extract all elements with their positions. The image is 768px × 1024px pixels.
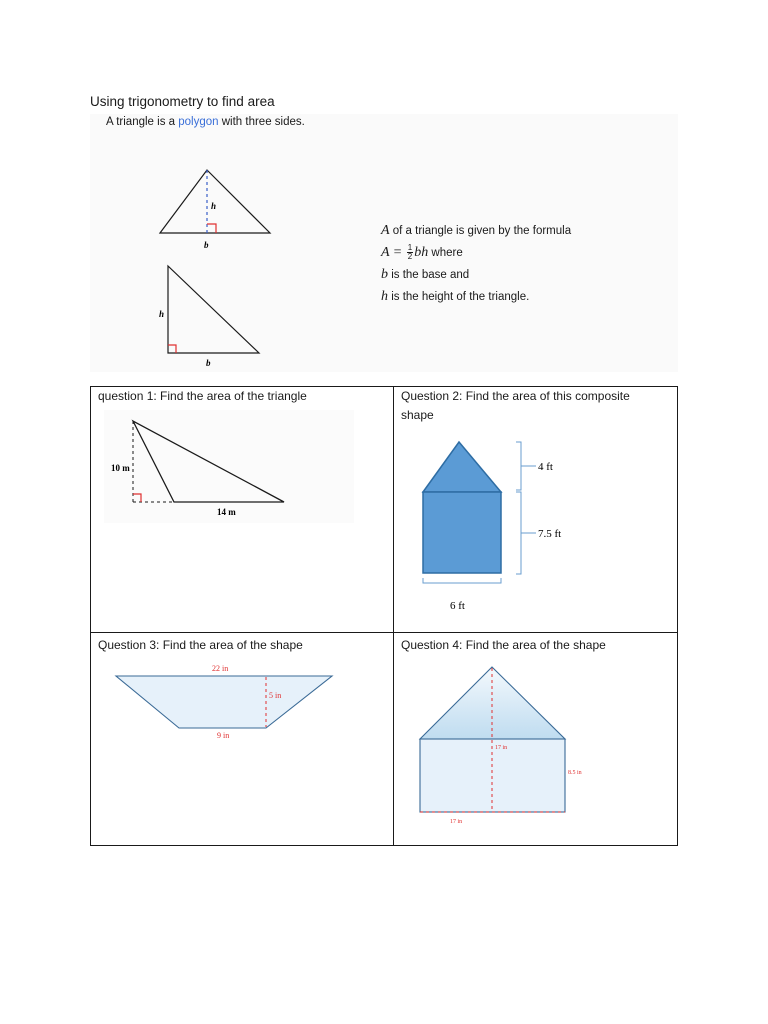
one-half-fraction: $\frac{1}{2}$ (407, 243, 413, 262)
formula-line-2: A = $\frac{1}{2}$ bh where (381, 243, 463, 262)
question-2-label: Question 2: Find the area of this composite shape (401, 389, 630, 422)
table-divider-vertical (393, 386, 394, 846)
intro-text-after: with three sides. (218, 116, 305, 128)
formula-line-4: h is the height of the triangle. (381, 289, 530, 304)
triangle2-base-label: b (206, 358, 211, 368)
triangle1-base-label: b (204, 240, 209, 250)
right-angle-marker (207, 224, 216, 233)
question-2-figure (415, 430, 605, 615)
base-bracket (423, 578, 501, 583)
trapezoid (116, 676, 332, 728)
q3-height-label: 5 in (269, 691, 282, 700)
formula-line-1: A of a triangle is given by the formula (381, 223, 572, 238)
right-triangle (168, 266, 259, 353)
question-1-label: question 1: Find the area of the triangle (98, 389, 307, 403)
side-bracket (516, 492, 521, 574)
q2-base-label: 6 ft (450, 600, 465, 612)
q3-top-label: 22 in (212, 664, 229, 673)
question-1-figure (104, 410, 356, 525)
polygon-link[interactable]: polygon (178, 116, 219, 128)
q2-top-label: 4 ft (538, 461, 553, 473)
question-3-figure (110, 660, 382, 745)
q3-bottom-label: 9 in (217, 731, 230, 740)
triangle2-height-label: h (159, 309, 165, 319)
page-title: Using trigonometry to find area (90, 94, 275, 109)
top-bracket (516, 442, 521, 490)
intro-text (106, 116, 305, 128)
q4-height-label: 17 in (495, 745, 508, 751)
q4-side-label: 8.5 in (568, 770, 582, 776)
q1-height-label: 10 m (111, 463, 130, 473)
formula-line-3: b is the base and (381, 267, 470, 282)
triangle-roof (423, 442, 501, 492)
question-4-label: Question 4: Find the area of the shape (401, 638, 606, 652)
table-divider-horizontal (90, 632, 678, 633)
intro-text-before: A triangle is a (106, 116, 179, 128)
right-angle-marker-2 (168, 345, 176, 353)
intro-triangles-figure (150, 160, 280, 370)
q4-base-label: 17 in (450, 819, 463, 825)
question-4-figure (412, 662, 632, 830)
q1-base-label: 14 m (217, 507, 236, 517)
q2-side-label: 7.5 ft (538, 528, 562, 540)
question-3-label: Question 3: Find the area of the shape (98, 638, 303, 652)
area-formula (381, 220, 571, 308)
rectangle-body (423, 492, 501, 573)
triangle1-height-label: h (211, 201, 217, 211)
